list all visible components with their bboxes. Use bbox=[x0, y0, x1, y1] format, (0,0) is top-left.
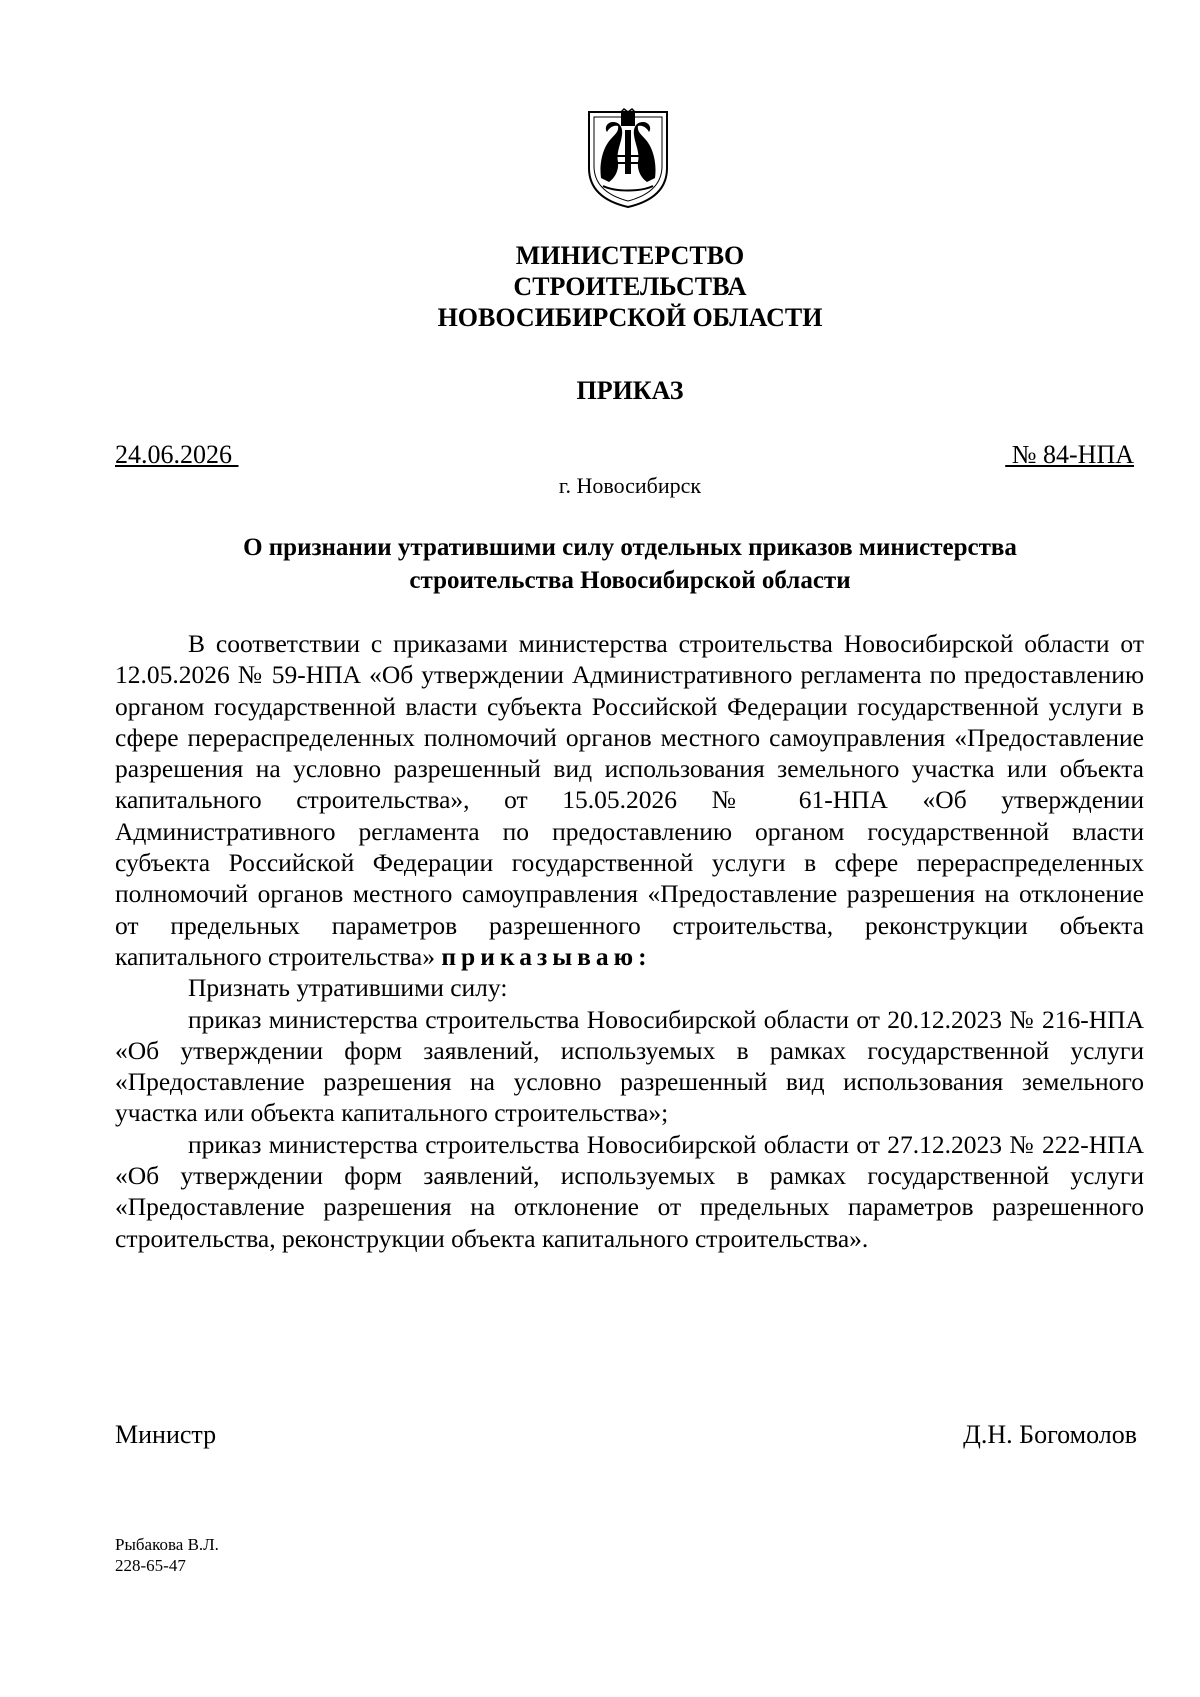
document-type: ПРИКАЗ bbox=[576, 376, 684, 405]
ministry-line-2: СТРОИТЕЛЬСТВА bbox=[513, 272, 747, 301]
subject-line-2: строительства Новосибирской области bbox=[409, 567, 851, 594]
order-word: приказываю: bbox=[441, 941, 652, 971]
recognize-paragraph: Признать утратившими силу: bbox=[188, 973, 508, 1003]
order-city: г. Новосибирск bbox=[558, 473, 702, 498]
repealed-item-2: приказ министерства строительства Новосибирской области от 27.12.2023 № 222-НПА «Об утверждении форм заявлений, используемых в рамках государственной услуги «Предоставление разрешения на отклонение от предельных параметров разрешенного строительства, реконструкции объекта капитального строительства». bbox=[115, 1129, 1144, 1253]
signer-role: Министр bbox=[115, 1420, 217, 1449]
order-subject bbox=[115, 531, 1145, 597]
signer-name: Д.Н. Богомолов bbox=[963, 1420, 1137, 1449]
order-number: № 84-НПА bbox=[1005, 440, 1134, 469]
executor-phone: 228-65-47 bbox=[115, 1556, 186, 1575]
novosibirsk-coat-of-arms-icon bbox=[585, 108, 671, 210]
ministry-name bbox=[0, 240, 1200, 333]
ministry-line-1: МИНИСТЕРСТВО bbox=[515, 241, 745, 270]
subject-line-1: О признании утратившими силу отдельных приказов министерства bbox=[243, 534, 1017, 561]
executor-block bbox=[115, 1534, 219, 1576]
executor-name: Рыбакова В.Л. bbox=[115, 1535, 219, 1554]
order-date: 24.06.2026 bbox=[115, 440, 239, 469]
order-body bbox=[115, 628, 1144, 1254]
ministry-line-3: НОВОСИБИРСКОЙ ОБЛАСТИ bbox=[437, 303, 823, 332]
preamble-text: В соответствии с приказами министерства строительства Новосибирской области от 12.05.2026 № 59-НПА «Об утверждении Административного регламента по предоставлению органом государственной власти субъекта Российской Федерации государственной услуги в сфере перераспределенных полномочий органов местного самоуправления «Предоставление разрешения на условно разрешенный вид использования земельного участка или объекта капитального строительства», от 15.05.2026 № 61-НПА «Об утверждении Административного регламента по предоставлению органом государственной власти субъекта Российской Федерации государственной услуги в сфере перераспределенных полномочий органов местного самоуправления «Предоставление разрешения на отклонение от предельных параметров разрешенного строительства, реконструкции объекта капитального строительства» bbox=[115, 629, 1144, 971]
preamble-paragraph bbox=[115, 628, 1144, 972]
repealed-item-1: приказ министерства строительства Новосибирской области от 20.12.2023 № 216-НПА «Об утверждении форм заявлений, используемых в рамках государственной услуги «Предоставление разрешения на условно разрешенный вид использования земельного участка или объекта капитального строительства»; bbox=[115, 1004, 1144, 1128]
